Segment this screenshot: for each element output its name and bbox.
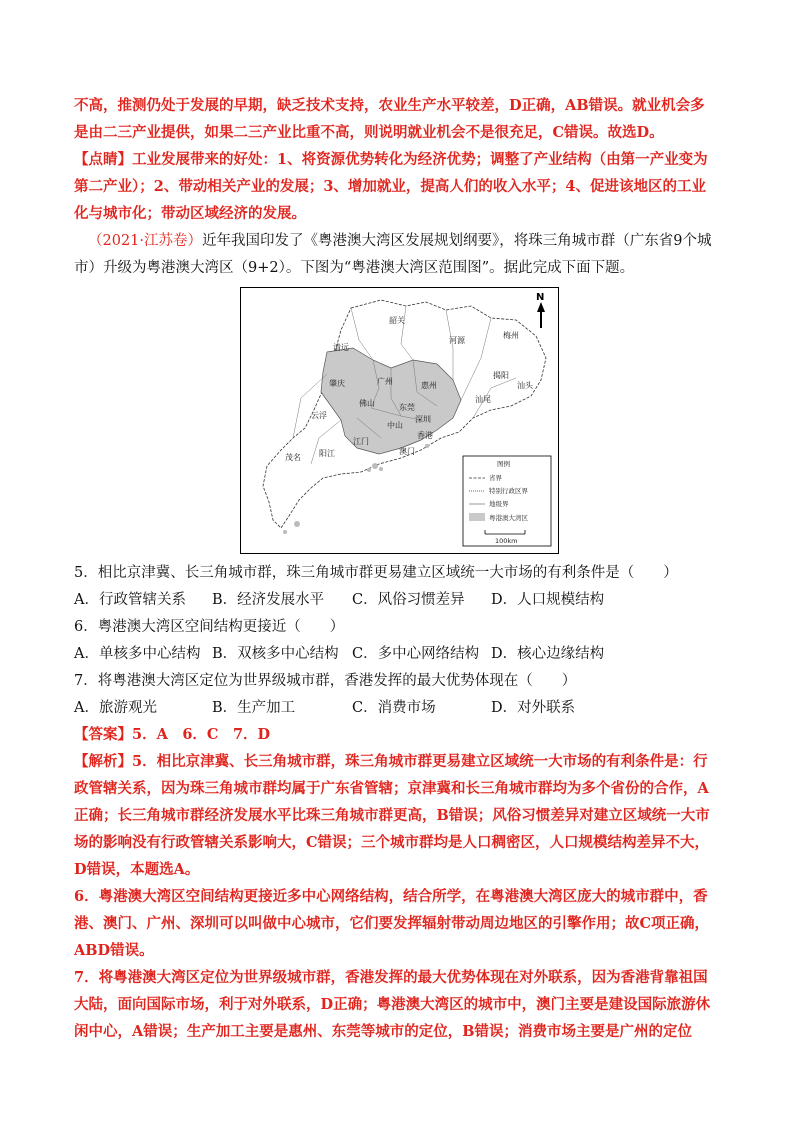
bay-area-map: [240, 287, 559, 554]
q5-option-a: A．行政管辖关系: [74, 592, 186, 608]
city-yangjiang: 阳江: [319, 449, 335, 458]
city-dongguan: 东莞: [399, 403, 415, 412]
north-label: N: [536, 292, 545, 303]
city-jieyang: 揭阳: [493, 371, 509, 380]
map-legend: [463, 456, 551, 546]
analysis-q7-line-1: 7．将粤港澳大湾区定位为世界级城市群，香港发挥的最大优势体现在对外联系，因为香港背靠祖国: [74, 969, 708, 986]
legend-item-1: 省界: [489, 474, 502, 482]
city-shenzhen: 深圳: [415, 415, 431, 424]
q5-option-d: D．人口规模结构: [491, 592, 605, 608]
analysis-q5-line-1: [74, 752, 708, 772]
analysis-q7-line-2: 大陆，面向国际市场，利于对外联系，D正确；粤港澳大湾区的城市中，澳门主要是建设国际旅游休: [74, 996, 711, 1013]
analysis-q5-line-4: 场的影响没有行政管辖关系影响大，C错误；三个城市群均是人口稠密区，人口规模结构差异不大，: [74, 834, 710, 851]
analysis-q7-line-3: 闲中心，A错误；生产加工主要是惠州、东莞等城市的定位，B错误；消费市场主要是广州的定位: [74, 1023, 693, 1040]
north-arrow: [536, 292, 545, 328]
question-7-stem: 7．将粤港澳大湾区定位为世界级城市群，香港发挥的最大优势体现在（ ）: [74, 673, 577, 689]
city-xianggang: 香港: [417, 431, 433, 440]
analysis-q6-line-1: 6．粤港澳大湾区空间结构更接近多中心网络结构，结合所学，在粤港澳大湾区庞大的城市群中，香: [74, 888, 708, 905]
city-huizhou: 惠州: [421, 381, 437, 390]
answer-line: [74, 725, 270, 745]
legend-title: 图例: [497, 460, 510, 468]
analysis-tag: 【解析】: [74, 753, 132, 770]
analysis-q6-line-2: 港、澳门、广州、深圳可以叫做中心城市，它们要发挥辐射带动周边地区的引擎作用；故C项正确，: [74, 915, 710, 932]
city-shaoguan: 韶关: [389, 316, 405, 325]
city-aomen: 澳门: [399, 447, 415, 456]
q7-option-a: A．旅游观光: [74, 700, 157, 716]
q5-option-b: B．经济发展水平: [212, 592, 325, 608]
city-zhaoqing: 肇庆: [329, 379, 345, 388]
analysis-q6-line-3: ABD错误。: [74, 942, 154, 959]
city-zhongshan: 中山: [387, 421, 403, 430]
q6-option-a: A．单核多中心结构: [74, 646, 201, 662]
city-guangzhou: 广州: [377, 377, 393, 386]
analysis-q5-line-5: D错误，本题选A。: [74, 861, 200, 878]
city-qingyuan: 清远: [333, 343, 349, 352]
city-meizhou: 梅州: [503, 331, 519, 340]
intro-line-1: [88, 231, 712, 251]
q6-option-b: B．双核多中心结构: [212, 646, 339, 662]
q7-option-b: B．生产加工: [212, 700, 296, 716]
question-5-stem: 5．相比京津冀、长三角城市群，珠三角城市群更易建立区域统一大市场的有利条件是（ ）: [74, 565, 678, 581]
answer-tag: 【答案】: [74, 726, 132, 743]
dianjing-text-1: 工业发展带来的好处：1、将资源优势转化为经济优势；调整了产业结构（由第一产业变为: [132, 151, 708, 168]
analysis-q5-text-1: 5．相比京津冀、长三角城市群，珠三角城市群更易建立区域统一大市场的有利条件是：行: [132, 753, 708, 770]
q7-option-c: C．消费市场: [352, 700, 436, 716]
legend-item-4: 粤港澳大湾区: [489, 514, 528, 522]
city-shanwei: 汕尾: [475, 395, 491, 404]
city-shantou: 汕头: [517, 381, 533, 390]
prev-analysis-line-2: 是由二三产业提供，如果二三产业比重不高，则说明就业机会不是很充足，C错误。故选D。: [74, 124, 664, 141]
legend-item-3: 地级界: [489, 500, 509, 508]
city-maoming: 茂名: [285, 453, 301, 462]
analysis-q5-line-2: 政管辖关系，因为珠三角城市群均属于广东省管辖；京津冀和长三角城市群均为多个省份的合作，A: [74, 780, 709, 797]
q7-option-d: D．对外联系: [491, 700, 576, 716]
intro-line-2: 市）升级为粤港澳大湾区（9+2）。下图为“粤港澳大湾区范围图”。据此完成下面下题。: [74, 260, 635, 276]
map-svg: [241, 288, 558, 553]
legend-item-2: 特别行政区界: [489, 487, 528, 495]
dianjing-line-3: 化与城市化；带动区域经济的发展。: [74, 205, 306, 222]
legend-scale: 100km: [495, 537, 518, 545]
city-foshan: 佛山: [359, 399, 375, 408]
intro-text-1: 近年我国印发了《粤港澳大湾区发展规划纲要》，将珠三角城市群（广东省9个城: [202, 233, 712, 249]
dianjing-line-2: 第二产业）；2、带动相关产业的发展；3、增加就业，提高人们的收入水平；4、促进该地区的工业: [74, 178, 707, 195]
city-jiangmen: 江门: [353, 437, 369, 446]
answer-text: 5．A 6．C 7．D: [132, 726, 271, 743]
analysis-q5-line-3: 正确；长三角城市群经济发展水平比珠三角城市群更高，B错误；风俗习惯差异对建立区域统一大市: [74, 807, 710, 824]
q6-option-d: D．核心边缘结构: [491, 646, 605, 662]
intro-source: （2021·江苏卷）: [88, 233, 203, 249]
city-yunfu: 云浮: [311, 411, 327, 420]
prev-analysis-line-1: 不高，推测仍处于发展的早期，缺乏技术支持，农业生产水平较差，D正确，AB错误。就业机会多: [74, 97, 705, 114]
dianjing-line-1: [74, 150, 708, 170]
city-heyuan: 河源: [449, 336, 465, 345]
q5-option-c: C．风俗习惯差异: [352, 592, 465, 608]
dianjing-tag: 【点睛】: [74, 151, 132, 168]
question-6-stem: 6．粤港澳大湾区空间结构更接近（ ）: [74, 619, 345, 635]
q6-option-c: C．多中心网络结构: [352, 646, 480, 662]
